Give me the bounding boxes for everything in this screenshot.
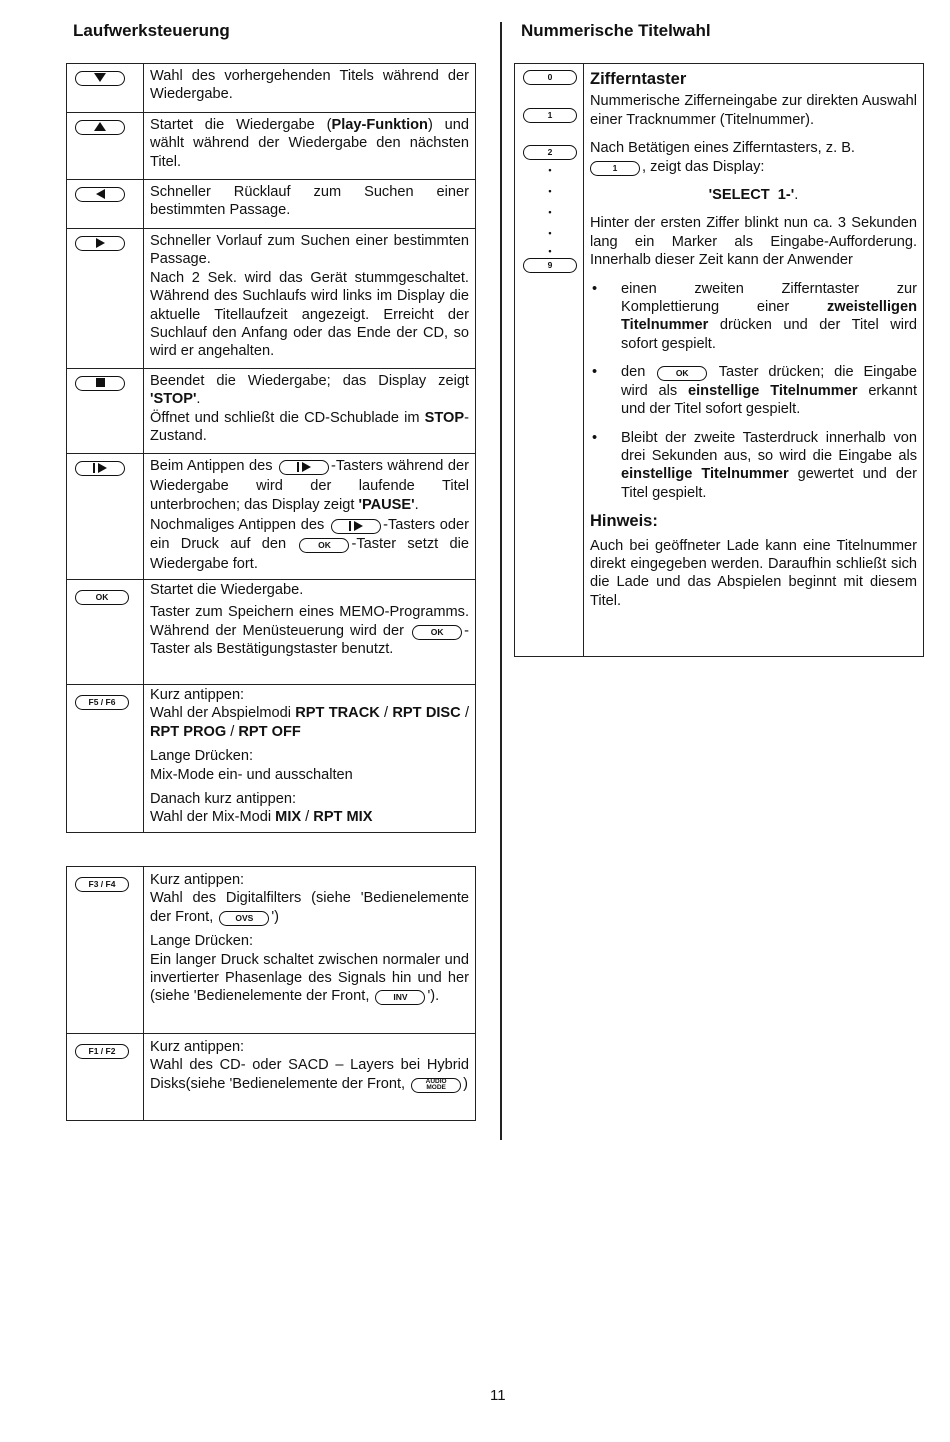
- pause-play-icon: [75, 461, 125, 476]
- row-text: Startet die Wiedergabe.: [150, 582, 304, 598]
- table-row: [67, 113, 476, 180]
- table-row: [67, 64, 476, 113]
- row-text: Startet die Wiedergabe (Play-Funktion) und wählt während der Wiedergabe den nächsten Titel.: [150, 117, 469, 170]
- left-heading: Laufwerksteuerung: [73, 21, 230, 40]
- f3-f4-key-icon: F3 / F4: [75, 877, 129, 892]
- f5-f6-key-icon: F5 / F6: [75, 695, 129, 710]
- row-text: Wahl des Digitalfilters (siehe 'Bedienelemente der Front, OVS '): [150, 890, 469, 925]
- table-row: [67, 867, 476, 1034]
- f1-f2-key-icon: F1 / F2: [75, 1044, 129, 1059]
- row-text: Mix-Mode ein- und ausschalten: [150, 766, 353, 783]
- audio-mode-key-icon: AUDIO MODE: [411, 1078, 461, 1093]
- list-item: • einen zweiten Zifferntaster zur Komplettierung einer zweistelligen Titelnummer drücken und der Titel wird sofort gespielt.: [592, 280, 917, 352]
- list-item: • Bleibt der zweite Tasterdruck innerhalb von drei Sekunden aus, so wird die Eingabe als einstellige Titelnummer gewertet und der Titel gespielt.: [592, 429, 917, 501]
- display-readout: 'SELECT 1-'.: [708, 187, 799, 204]
- row-text: Kurz antippen:: [150, 1039, 245, 1055]
- paragraph: Nach Betätigen eines Zifferntasters, z. B. 1 , zeigt das Display:: [590, 140, 855, 175]
- row-text: Wahl der Mix-Modi MIX / RPT MIX: [150, 809, 373, 826]
- ellipsis-dot: •: [548, 228, 552, 238]
- row-text: Wahl des vorhergehenden Titels während der Wiedergabe.: [150, 68, 469, 103]
- paragraph: Nummerische Zifferneingabe zur direkten Auswahl einer Tracknummer (Titelnummer).: [590, 93, 917, 128]
- row-text: Nach 2 Sek. wird das Gerät stummgeschaltet. Während des Suchlaufs wird links im Display die aktuelle Titellaufzeit angezeigt. Erreicht der Suchlauf den Anfang oder das Ende der CD, so wird er angehalten.: [150, 269, 469, 360]
- paragraph: Hinter der ersten Ziffer blinkt nun ca. 3 Sekunden lang ein Marker als Eingabe-Aufforderung. Innerhalb dieser Zeit kann der Anwender: [590, 215, 917, 269]
- row-text: Wahl der Abspielmodi RPT TRACK / RPT DISC / RPT PROG / RPT OFF: [150, 705, 469, 740]
- triangle-left-icon: [75, 187, 125, 202]
- digit-9-key-icon: 9: [523, 258, 577, 273]
- list-item: • den OK Taster drücken; die Eingabe wird als einstellige Titelnummer erkannt und der Titel sofort gespielt.: [592, 364, 918, 418]
- row-text: Öffnet und schließt die CD-Schublade im STOP-Zustand.: [150, 409, 469, 445]
- table-row: [67, 454, 476, 580]
- bullet-list: [590, 280, 917, 502]
- pause-play-icon: [279, 460, 329, 475]
- digit-1-key-icon: 1: [590, 161, 640, 176]
- row-text: Schneller Vorlauf zum Suchen einer bestimmten Passage.: [150, 233, 469, 268]
- table-row: [67, 180, 476, 229]
- row-text: Nochmaliges Antippen des -Tasters oder ein Druck auf den OK -Taster setzt die Wiedergabe fort.: [150, 516, 469, 572]
- ok-key-icon: OK: [412, 625, 462, 640]
- ok-key-icon: OK: [299, 538, 349, 553]
- section-title: Zifferntaster: [590, 70, 687, 88]
- ok-key-icon: OK: [75, 590, 129, 605]
- table-row: [67, 685, 476, 833]
- ellipsis-dot: •: [548, 186, 552, 196]
- row-text: Beim Antippen des -Tasters während der Wiedergabe wird der laufende Titel unterbrochen; das Display zeigt 'PAUSE'.: [150, 458, 469, 513]
- table-row: [67, 229, 476, 369]
- ovs-key-icon: OVS: [219, 911, 269, 926]
- row-text: Lange Drücken:: [150, 933, 254, 950]
- row-text: Ein langer Druck schaltet zwischen normaler und invertierter Phasenlage des Signals hin und her (siehe 'Bedienelemente der Front, INV ').: [150, 951, 469, 1005]
- row-text: Danach kurz antippen:: [150, 791, 297, 808]
- row-text: Taster zum Speichern eines MEMO-Programms. Während der Menüsteuerung wird der OK -Taster als Bestätigungstaster benutzt.: [150, 604, 469, 658]
- table-row: [67, 369, 476, 454]
- numeric-keys: [515, 64, 583, 273]
- numeric-selection-table: [514, 63, 924, 657]
- triangle-right-icon: [75, 236, 125, 251]
- function-key-table: [66, 866, 476, 1121]
- ellipsis-dot: •: [548, 246, 552, 256]
- triangle-up-icon: [75, 120, 125, 135]
- digit-1-key-icon: 1: [523, 108, 577, 123]
- stop-square-icon: [75, 376, 125, 391]
- ellipsis-dot: •: [548, 207, 552, 217]
- table-row: [515, 64, 924, 657]
- row-text: Lange Drücken:: [150, 748, 254, 765]
- row-text: Kurz antippen:: [150, 687, 245, 703]
- table-row: [67, 1034, 476, 1121]
- row-text: Wahl des CD- oder SACD – Layers bei Hybrid Disks(siehe 'Bedienelemente der Front, AUDIO MODE ): [150, 1057, 469, 1092]
- digit-0-key-icon: 0: [523, 70, 577, 85]
- hinweis-text: Auch bei geöffneter Lade kann eine Titelnummer direkt eingegeben werden. Daraufhin schließt sich die Lade und das Abspielen beginnt mit diesem Titel.: [590, 537, 917, 609]
- pause-play-icon: [331, 519, 381, 534]
- ellipsis-dot: •: [548, 165, 552, 175]
- triangle-down-icon: [75, 71, 125, 86]
- row-text: Beendet die Wiedergabe; das Display zeigt 'STOP'.: [150, 373, 469, 408]
- row-text: Kurz antippen:: [150, 872, 245, 888]
- page-number: 11: [490, 1387, 506, 1404]
- right-heading: Nummerische Titelwahl: [521, 21, 711, 40]
- inv-key-icon: INV: [375, 990, 425, 1005]
- table-row: [67, 580, 476, 685]
- hinweis-title: Hinweis:: [590, 512, 658, 531]
- ok-key-icon: OK: [657, 366, 707, 381]
- digit-2-key-icon: 2: [523, 145, 577, 160]
- row-text: Schneller Rücklauf zum Suchen einer bestimmten Passage.: [150, 184, 469, 219]
- transport-control-table: [66, 63, 476, 833]
- column-divider: [500, 22, 502, 1140]
